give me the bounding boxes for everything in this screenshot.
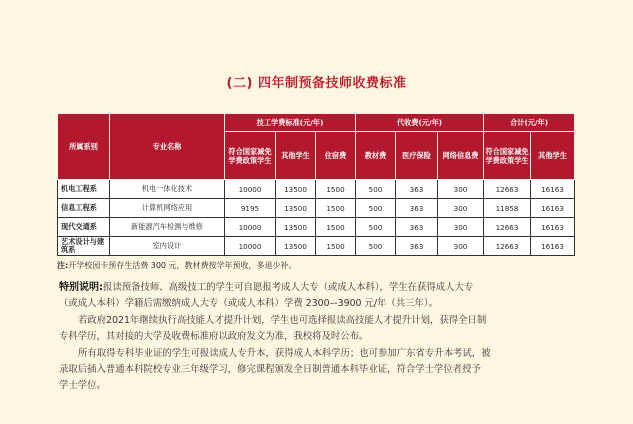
- table-row: [58, 237, 575, 256]
- cell-value: 16163: [531, 199, 575, 218]
- subheader-lodging: 住宿费: [316, 132, 356, 180]
- paragraph-3-line-3: 学士学位。: [59, 380, 106, 391]
- paragraph-2-line-1: 若政府2021年继续执行高技能人才提升计划，学生也可选择报读高技能人才提升计划，获得全日制: [78, 315, 487, 326]
- cell-value: 10000: [225, 218, 276, 237]
- cell-value: 300: [438, 180, 484, 199]
- cell-value: 13500: [276, 199, 316, 218]
- cell-value: 16163: [531, 218, 575, 237]
- cell-value: 1500: [316, 237, 356, 256]
- paragraph-3-line-1: 所有取得专科毕业证的学生可报读成人专升本，获得成人本科学历；也可参加广东省专升本考试，被: [78, 348, 491, 359]
- cell-value: 500: [356, 199, 396, 218]
- table-note: [57, 260, 297, 271]
- header-dept: 所属系别: [58, 114, 110, 180]
- note-label: 注:: [57, 261, 69, 270]
- cell-value: 11858: [484, 199, 531, 218]
- cell-value: 10000: [225, 237, 276, 256]
- table-row: [58, 199, 575, 218]
- cell-dept: 现代交通系: [58, 218, 110, 237]
- subheader-other: 其他学生: [276, 132, 316, 180]
- special-note-text: 报读预备技师、高级技工的学生可自愿报考成人大专（或成人本科），学生在获得成人大专: [103, 282, 474, 293]
- cell-value: 1500: [316, 199, 356, 218]
- special-note-line-1: [59, 280, 579, 295]
- cell-major: 机电一体化技术: [110, 180, 225, 199]
- cell-major: 计算机网络应用: [110, 199, 225, 218]
- subheader-insurance: 医疗保险: [396, 132, 438, 180]
- cell-value: 13500: [276, 218, 316, 237]
- cell-value: 300: [438, 218, 484, 237]
- cell-value: 9195: [225, 199, 276, 218]
- table-row: [58, 180, 575, 199]
- cell-value: 13500: [276, 237, 316, 256]
- table-row: [58, 218, 575, 237]
- special-note-line-2: （或成人本科）学籍后需缴纳成人大专（或成人本科）学费 2300–-3900 元/年（共三年）。: [59, 298, 438, 309]
- header-major: 专业名称: [110, 114, 225, 180]
- paragraph-2-line-2: 专科学历，其对接的大学及收费标准府以政府发文为准，我校将及时公布。: [59, 331, 369, 342]
- cell-value: 12663: [484, 218, 531, 237]
- cell-value: 16163: [531, 180, 575, 199]
- cell-dept: 艺术设计与建筑系: [58, 237, 110, 256]
- cell-value: 500: [356, 180, 396, 199]
- cell-dept: 机电工程系: [58, 180, 110, 199]
- cell-value: 12663: [484, 180, 531, 199]
- cell-dept: 信息工程系: [58, 199, 110, 218]
- note-text: 开学校园卡预存生活费 300 元，教材费按学年预收，多退少补。: [68, 261, 297, 270]
- subheader-textbook: 教材费: [356, 132, 396, 180]
- cell-value: 500: [356, 237, 396, 256]
- special-note-label: 特别说明:: [59, 282, 103, 293]
- cell-value: 500: [356, 218, 396, 237]
- subheader-total-exempt: 符合国家减免学费政策学生: [484, 132, 531, 180]
- cell-value: 1500: [316, 218, 356, 237]
- subheader-exempt: 符合国家减免学费政策学生: [225, 132, 276, 180]
- page-title: (二) 四年制预备技师收费标准: [226, 76, 407, 91]
- cell-value: 363: [396, 199, 438, 218]
- cell-value: 363: [396, 237, 438, 256]
- subheader-network: 网络信息费: [438, 132, 484, 180]
- cell-value: 12663: [484, 237, 531, 256]
- header-agent-fee: 代收费(元/年): [356, 114, 484, 132]
- cell-value: 363: [396, 218, 438, 237]
- paragraph-3-line-2: 录取后插入普通本科院校专业三年级学习，修完课程颁发全日制普通本科毕业证，符合学士学位者授予: [59, 364, 481, 375]
- cell-value: 300: [438, 199, 484, 218]
- header-total: 合计(元/年): [484, 114, 575, 132]
- cell-major: 室内设计: [110, 237, 225, 256]
- cell-value: 16163: [531, 237, 575, 256]
- cell-major: 新能源汽车检测与维修: [110, 218, 225, 237]
- cell-value: 363: [396, 180, 438, 199]
- cell-value: 13500: [276, 180, 316, 199]
- cell-value: 300: [438, 237, 484, 256]
- cell-value: 10000: [225, 180, 276, 199]
- fee-table: [57, 113, 575, 256]
- header-tech-fee: 技工学费标准(元/年): [225, 114, 356, 132]
- cell-value: 1500: [316, 180, 356, 199]
- subheader-total-other: 其他学生: [531, 132, 575, 180]
